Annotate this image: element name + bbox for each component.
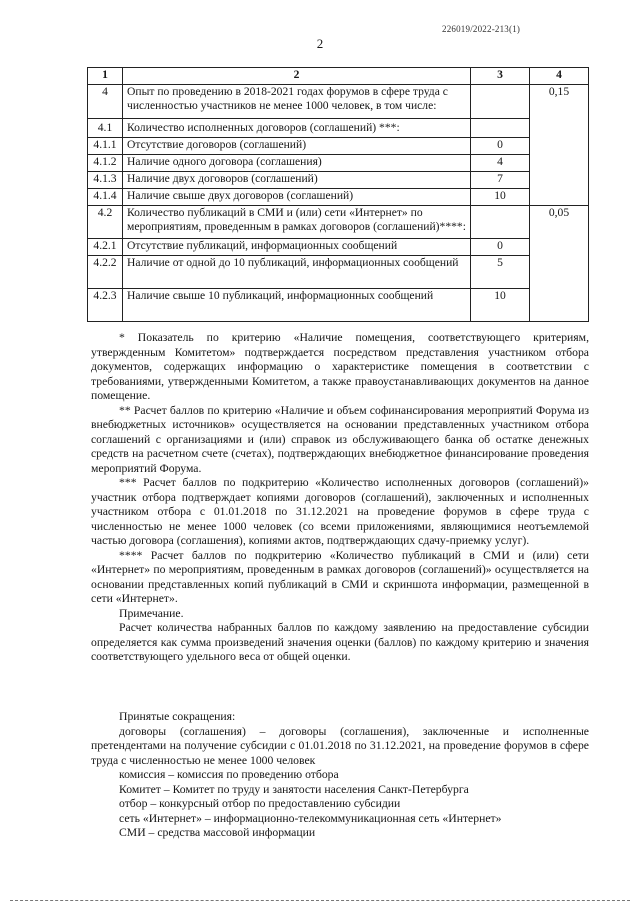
- criterion-text: Наличие двух договоров (соглашений): [123, 172, 471, 189]
- criterion-text: Отсутствие публикаций, информационных сообщений: [123, 239, 471, 256]
- score-value: 10: [471, 189, 530, 206]
- score-value: 5: [471, 256, 530, 289]
- abbreviations-section: [91, 710, 589, 841]
- table-row: [88, 239, 589, 256]
- criterion-text: Наличие от одной до 10 публикаций, информационных сообщений: [123, 256, 471, 289]
- table-row: [88, 189, 589, 206]
- score-value: [471, 119, 530, 138]
- criterion-text: Наличие свыше двух договоров (соглашений): [123, 189, 471, 206]
- footnote-1: * Показатель по критерию «Наличие помещения, соответствующего критериям, утвержденным Комитетом» подтверждается посредством представления участником отбора документов, содержащих информацию о характеристике помещения в соответствии с требованиями, утвержденными Комитетом, а также правоустанавливающих документов на данное помещение.: [91, 331, 589, 402]
- footnote-2: ** Расчет баллов по критерию «Наличие и объем софинансирования мероприятий Форума из внебюджетных источников» осуществляется на основании представленных участником отбора соглашений с организациями и (или) справок из обслуживающего банка об остатке денежных средств на расчетном счете (счетах), подтверждающих внебюджетное финансирование проведения мероприятий Форума.: [91, 403, 589, 475]
- table-row: [88, 119, 589, 138]
- criteria-table: [87, 67, 589, 322]
- criterion-text: Опыт по проведению в 2018-2021 годах форумов в сфере труда с численностью участников не менее 1000 человек, в том числе:: [123, 85, 471, 119]
- abbreviation-item: отбор – конкурсный отбор по предоставлению субсидии: [119, 797, 401, 810]
- table-row: [88, 206, 589, 239]
- table-row: [88, 138, 589, 155]
- table-header-row: [88, 68, 589, 85]
- table-row: [88, 256, 589, 289]
- score-value: 7: [471, 172, 530, 189]
- column-header: 2: [123, 68, 471, 85]
- row-number: 4.2.2: [88, 256, 123, 289]
- abbreviation-item: Комитет – Комитет по труду и занятости населения Санкт-Петербурга: [119, 782, 469, 796]
- row-number: 4.1: [88, 119, 123, 138]
- row-number: 4.2.1: [88, 239, 123, 256]
- score-value: [471, 85, 530, 119]
- table-row: [88, 172, 589, 189]
- row-number: 4.2.3: [88, 289, 123, 322]
- column-header: 1: [88, 68, 123, 85]
- score-value: 0: [471, 138, 530, 155]
- row-number: 4.1.4: [88, 189, 123, 206]
- abbreviation-item: договоры (соглашения) – договоры (соглашения), заключенные и исполненные претендентами на получение субсидии с 01.01.2018 по 31.12.2021, на проведение форумов в сфере труда с численностью не менее 1000 человек: [91, 724, 589, 767]
- row-number: 4.1.2: [88, 155, 123, 172]
- row-number: 4.1.3: [88, 172, 123, 189]
- abbreviation-item: комиссия – комиссия по проведению отбора: [119, 768, 339, 781]
- table-row: [88, 85, 589, 119]
- footnote-4: **** Расчет баллов по подкритерию «Количество публикаций в СМИ и (или) сети «Интернет» по мероприятиям, проведенным в рамках договоров (соглашений)» осуществляется на основании представленных копий публикаций в СМИ и скриншота информации, размещенной в сети «Интернет».: [91, 548, 589, 605]
- abbreviation-item: СМИ – средства массовой информации: [119, 826, 316, 839]
- document-number: 226019/2022-213(1): [442, 24, 521, 34]
- note-heading: Примечание.: [119, 606, 184, 620]
- row-number: 4.2: [88, 206, 123, 239]
- criterion-text: Количество публикаций в СМИ и (или) сети «Интернет» по мероприятиям, проведенным в рамках договоров (соглашений)****:: [123, 206, 471, 239]
- row-number: 4: [88, 85, 123, 119]
- footnote-3: *** Расчет баллов по подкритерию «Количество исполненных договоров (соглашений)» участник отбора подтверждает копиями договоров (соглашений), заключенных и исполненных участником отбора с 01.01.2018 по 31.12.2021 на проведение форумов в сфере труда с численностью не менее 1000 человек (со всеми приложениями, являющимися неотъемлемой частью договора (соглашения), копиями актов, подтверждающих сдачу-приемку услуг).: [91, 476, 589, 547]
- score-value: 4: [471, 155, 530, 172]
- criterion-text: Отсутствие договоров (соглашений): [123, 138, 471, 155]
- criterion-text: Наличие свыше 10 публикаций, информационных сообщений: [123, 289, 471, 322]
- score-value: [471, 206, 530, 239]
- abbreviation-item: сеть «Интернет» – информационно-телекоммуникационная сеть «Интернет»: [119, 811, 502, 825]
- score-value: 0: [471, 239, 530, 256]
- column-header: 4: [530, 68, 589, 85]
- criterion-text: Количество исполненных договоров (соглашений) ***:: [123, 119, 471, 138]
- note-text: Расчет количества набранных баллов по каждому заявлению на предоставление субсидии определяется как сумма произведений значения оценки (баллов) по каждому критерию и значения соответствующего удельного веса от общей оценки.: [91, 621, 589, 663]
- column-header: 3: [471, 68, 530, 85]
- criterion-text: Наличие одного договора (соглашения): [123, 155, 471, 172]
- page-number: 2: [316, 36, 324, 51]
- table-row: [88, 289, 589, 322]
- weight-value: 0,05: [530, 206, 589, 322]
- abbreviations-title: Принятые сокращения:: [119, 710, 236, 723]
- scan-edge-line: [10, 900, 630, 901]
- footnotes: [91, 331, 589, 665]
- row-number: 4.1.1: [88, 138, 123, 155]
- score-value: 10: [471, 289, 530, 322]
- table-row: [88, 155, 589, 172]
- weight-value: 0,15: [530, 85, 589, 206]
